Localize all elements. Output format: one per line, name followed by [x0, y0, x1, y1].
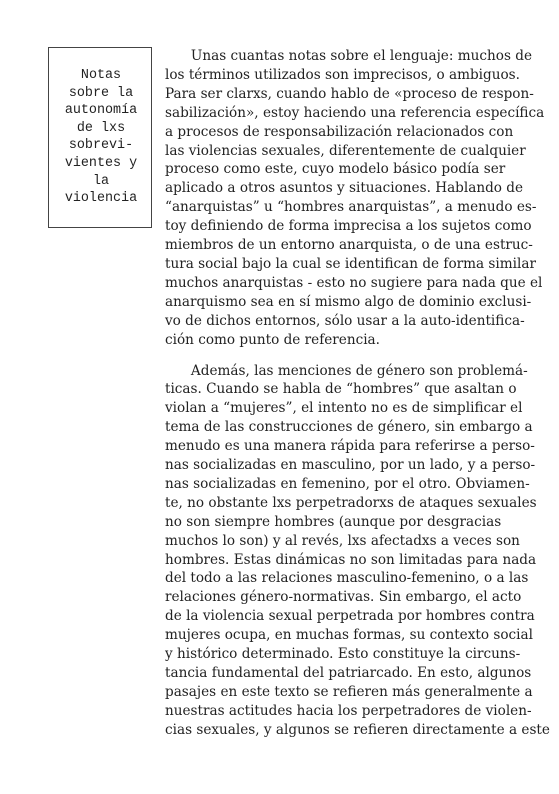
text-line: ticas. Cuando se habla de “hombres” que asaltan o	[165, 381, 517, 398]
text-line: Además, las menciones de género son problemá-	[165, 362, 528, 379]
sidebar-title-line: de lxs	[76, 120, 126, 136]
text-line: “anarquistas” u “hombres anarquistas”, a menudo es-	[165, 199, 537, 216]
text-line: muchos lo son) y al revés, lxs afectadxs a veces son	[165, 532, 520, 549]
text-line: hombres. Estas dinámicas no son limitadas para nada	[165, 551, 537, 568]
text-line: los términos utilizados son imprecisos, o ambiguos.	[165, 66, 520, 83]
text-line: las violencias sexuales, diferentemente de cualquier	[165, 142, 526, 159]
text-line: del todo a las relaciones masculino-femenino, o a las	[165, 570, 529, 587]
body-text	[165, 47, 550, 740]
text-line: mujeres ocupa, en muchas formas, su contexto social	[165, 627, 533, 644]
text-line: Para ser clarxs, cuando hablo de «proceso de respon-	[165, 85, 534, 102]
text-line: nas socializadas en femenino, por el otro. Obviamen-	[165, 475, 530, 492]
text-line: violan a “mujeres”, el intento no es de simplificar el	[165, 400, 523, 417]
text-line: toy definiendo de forma imprecisa a los sujetos como	[165, 218, 532, 235]
text-line: menudo es una manera rápida para referirse a perso-	[165, 438, 535, 455]
text-line: proceso como este, cuyo modelo básico podía ser	[165, 161, 506, 178]
text-line: a procesos de responsabilización relacionados con	[165, 123, 514, 140]
text-line: cias sexuales, y algunos se refieren directamente a este	[165, 721, 550, 738]
text-line: tema de las construcciones de género, sin embargo a	[165, 419, 533, 436]
text-line: anarquismo sea en sí mismo algo de dominio exclusi-	[165, 293, 532, 310]
text-line: nas socializadas en masculino, por un lado, y a perso-	[165, 457, 536, 474]
paragraph-spacer	[165, 350, 515, 362]
sidebar-title-line: sobre la	[68, 85, 134, 101]
sidebar-title-line: vientes y	[64, 155, 138, 171]
text-line: nuestras actitudes hacia los perpetradores de violen-	[165, 702, 532, 719]
text-line: relaciones género-normativas. Sin embargo, el acto	[165, 589, 522, 606]
text-line: miembros de un entorno anarquista, o de una estruc-	[165, 237, 533, 254]
sidebar-title-line: la	[92, 173, 110, 189]
paragraph-2	[165, 362, 550, 740]
text-line: no son siempre hombres (aunque por desgracias	[165, 513, 502, 530]
sidebar-title-line: sobrevi-	[68, 138, 134, 154]
text-line: aplicado a otros asuntos y situaciones. Hablando de	[165, 180, 524, 197]
paragraph-1	[165, 47, 545, 350]
sidebar-title-line: autonomía	[64, 103, 138, 119]
text-line: muchos anarquistas - esto no sugiere para nada que el	[165, 274, 543, 291]
text-line: tancia fundamental del patriarcado. En esto, algunos	[165, 665, 532, 681]
text-line: de la violencia sexual perpetrada por hombres contra	[165, 608, 535, 625]
text-line: tura social bajo la cual se identifican de forma similar	[165, 255, 536, 272]
text-line: Unas cuantas notas sobre el lenguaje: muchos de	[165, 48, 532, 64]
sidebar-title-line: Notas	[80, 68, 122, 83]
text-line: vo de dichos entornos, sólo usar a la auto-identifica-	[165, 312, 525, 329]
text-line: sabilización», estoy haciendo una referencia específica	[165, 104, 545, 121]
text-line: ción como punto de referencia.	[165, 331, 380, 348]
sidebar-title-box	[48, 47, 152, 228]
sidebar-title-line: violencia	[64, 191, 138, 207]
text-line: pasajes en este texto se refieren más generalmente a	[165, 683, 533, 700]
text-line: y histórico determinado. Esto constituye la circuns-	[165, 646, 521, 663]
text-line: te, no obstante lxs perpetradorxs de ataques sexuales	[165, 494, 537, 511]
